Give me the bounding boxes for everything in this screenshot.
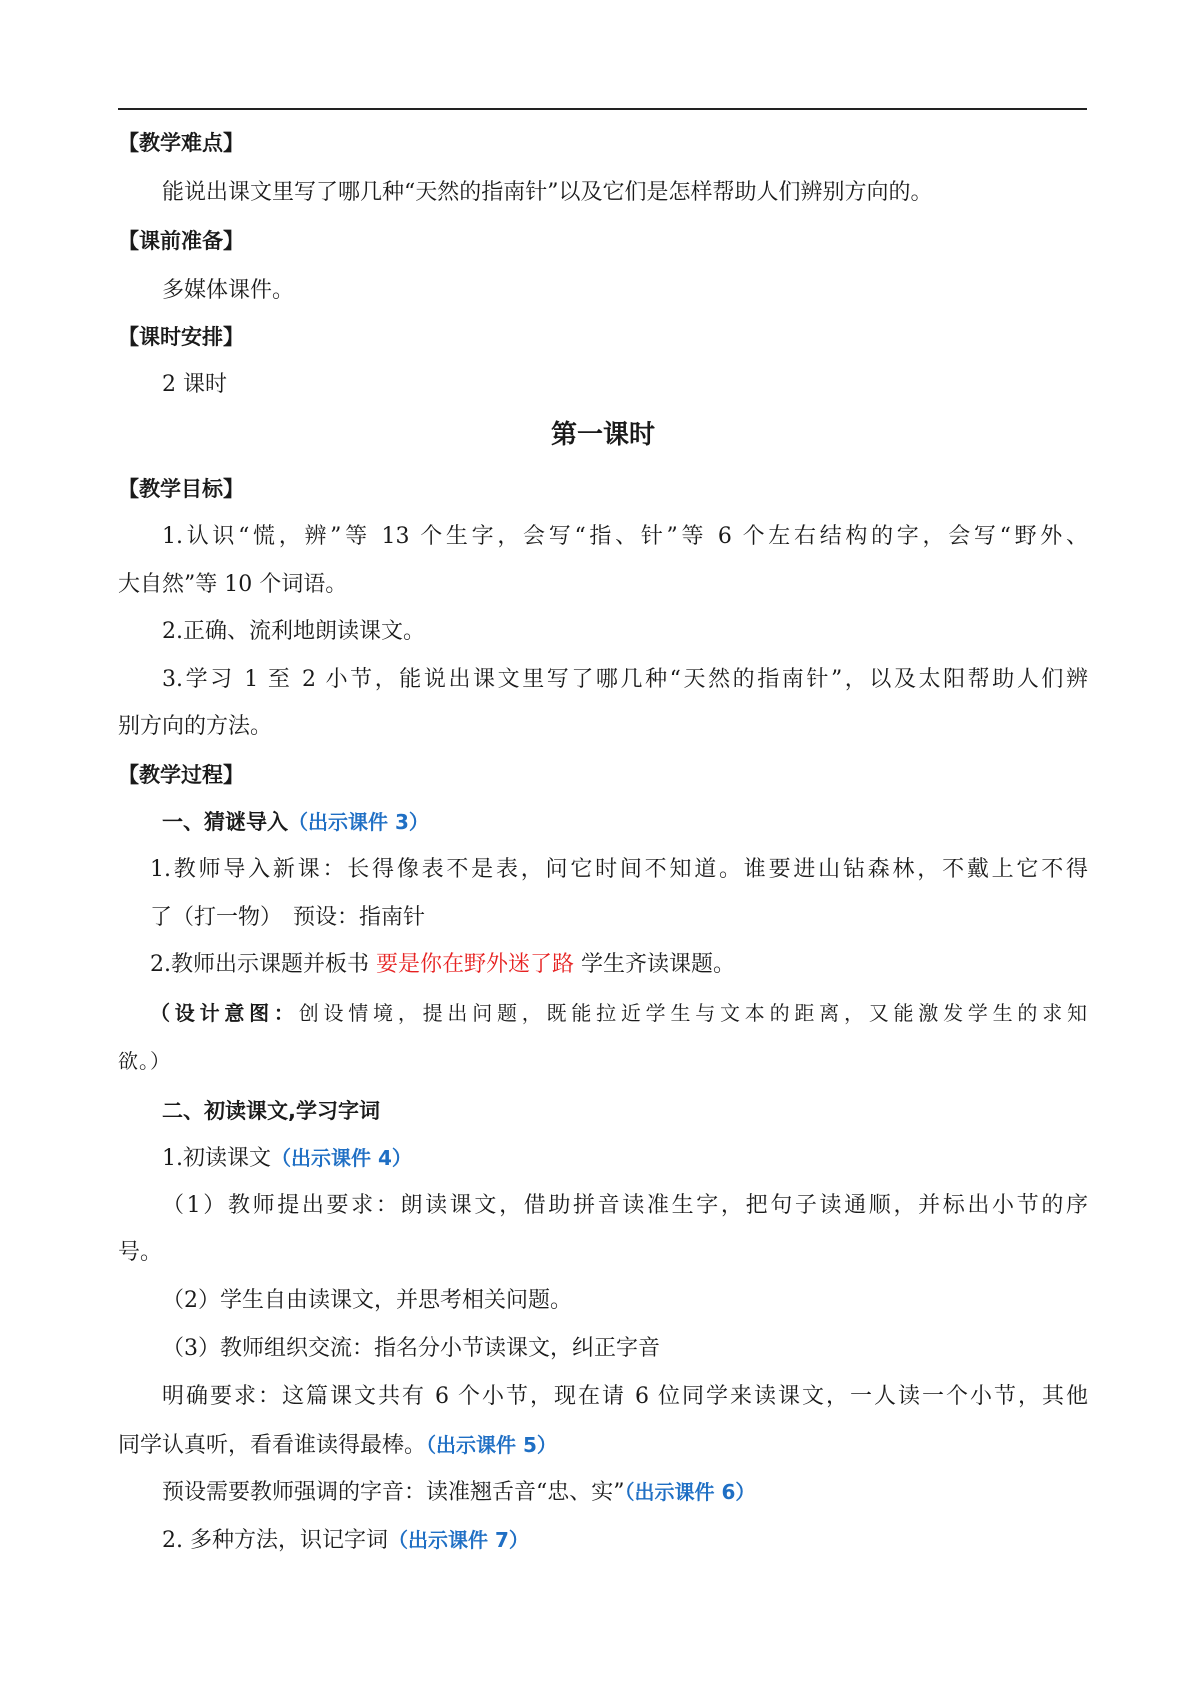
section-2-item-1-line-1 — [162, 1191, 1088, 1221]
section-2-para-2-text: 2. 多种方法，识记字词 — [162, 1528, 388, 1553]
section-2-title: 二、初读课文,学习字词 — [162, 1099, 380, 1123]
section-2-para-1 — [162, 1143, 1088, 1174]
section-2-para-1-text: 1.初读课文 — [162, 1146, 271, 1171]
section-2-item-1-line-1-text: （1）教师提出要求：朗读课文，借助拼音读准生字，把句子读通顺，并标出小节的序 — [162, 1193, 1088, 1218]
requirement-line-2 — [118, 1430, 1088, 1461]
goal-2: 2.正确、流利地朗读课文。 — [162, 619, 425, 644]
section-1-para-2-post: 学生齐读课题。 — [574, 952, 735, 977]
section-1-para-1-line-2: 了（打一物） 预设：指南针 — [150, 905, 426, 930]
design-intent-line-2: 欲。） — [118, 1049, 171, 1073]
prep-heading: 【课前准备】 — [118, 229, 244, 253]
preset-pronunciation — [162, 1477, 1088, 1508]
goal-3-line-2: 别方向的方法。 — [118, 714, 273, 739]
section-1-para-2 — [150, 950, 1088, 980]
courseware-ref-6: （出示课件 6） — [624, 1480, 756, 1504]
courseware-ref-7: （出示课件 7） — [387, 1528, 529, 1552]
courseware-ref-3: （出示课件 3） — [288, 810, 429, 834]
goal-1-line-2: 大自然”等 10 个词语。 — [118, 572, 348, 597]
courseware-ref-4: （出示课件 4） — [271, 1146, 412, 1170]
section-2-item-2: （2）学生自由读课文，并思考相关问题。 — [162, 1288, 572, 1313]
difficulty-heading: 【教学难点】 — [118, 131, 244, 155]
section-1-para-1-line-1 — [150, 855, 1088, 885]
goals-heading: 【教学目标】 — [118, 477, 244, 501]
goal-1-line-1-text: 1.认识“慌，辨”等 13 个生字，会写“指、针”等 6 个左右结构的字，会写“野外、 — [162, 524, 1088, 549]
section-2-item-3: （3）教师组织交流：指名分小节读课文，纠正字音 — [162, 1336, 660, 1361]
lesson-title-board: 要是你在野外迷了路 — [375, 952, 574, 977]
courseware-ref-5: （出示课件 5） — [426, 1433, 557, 1457]
requirement-line-1-text: 明确要求：这篇课文共有 6 个小节，现在请 6 位同学来读课文，一人读一个小节，其他 — [162, 1384, 1088, 1409]
goal-3-line-1 — [162, 665, 1088, 695]
difficulty-text: 能说出课文里写了哪几种“天然的指南针”以及它们是怎样帮助人们辨别方向的。 — [162, 180, 933, 205]
lesson-title: 第一课时 — [550, 420, 655, 450]
goal-3-line-1-text: 3.学习 1 至 2 小节，能说出课文里写了哪几种“天然的指南针”，以及太阳帮助人们辨 — [162, 667, 1088, 692]
header-rule — [118, 108, 1087, 110]
section-1-title-line — [162, 807, 1088, 838]
design-intent-line-1-text — [150, 998, 1088, 1028]
design-intent-line-1 — [150, 998, 1088, 1028]
design-intent-text: 创设情境，提出问题，既能拉近学生与文本的距离，又能激发学生的求知 — [298, 1001, 1088, 1025]
section-1-para-2-pre: 2.教师出示课题并板书 — [150, 952, 376, 977]
requirement-line-2-text: 同学认真听，看看谁读得最棒。 — [118, 1433, 427, 1458]
prep-text: 多媒体课件。 — [162, 278, 295, 303]
schedule-heading: 【课时安排】 — [118, 325, 244, 349]
section-2-para-2 — [162, 1525, 1088, 1556]
goal-1-line-1 — [162, 522, 1088, 552]
process-heading: 【教学过程】 — [118, 763, 244, 787]
schedule-text: 2 课时 — [162, 372, 227, 397]
design-intent-label: （设计意图： — [150, 1001, 299, 1025]
section-1-title: 一、猜谜导入 — [162, 810, 288, 834]
section-1-para-1-line-1-text: 1.教师导入新课：长得像表不是表，问它时间不知道。谁要进山钻森林，不戴上它不得 — [150, 857, 1088, 882]
requirement-line-1 — [162, 1382, 1088, 1412]
section-2-item-1-line-2: 号。 — [118, 1240, 163, 1265]
preset-pronunciation-text: 预设需要教师强调的字音：读准翘舌音“忠、实” — [162, 1480, 625, 1505]
